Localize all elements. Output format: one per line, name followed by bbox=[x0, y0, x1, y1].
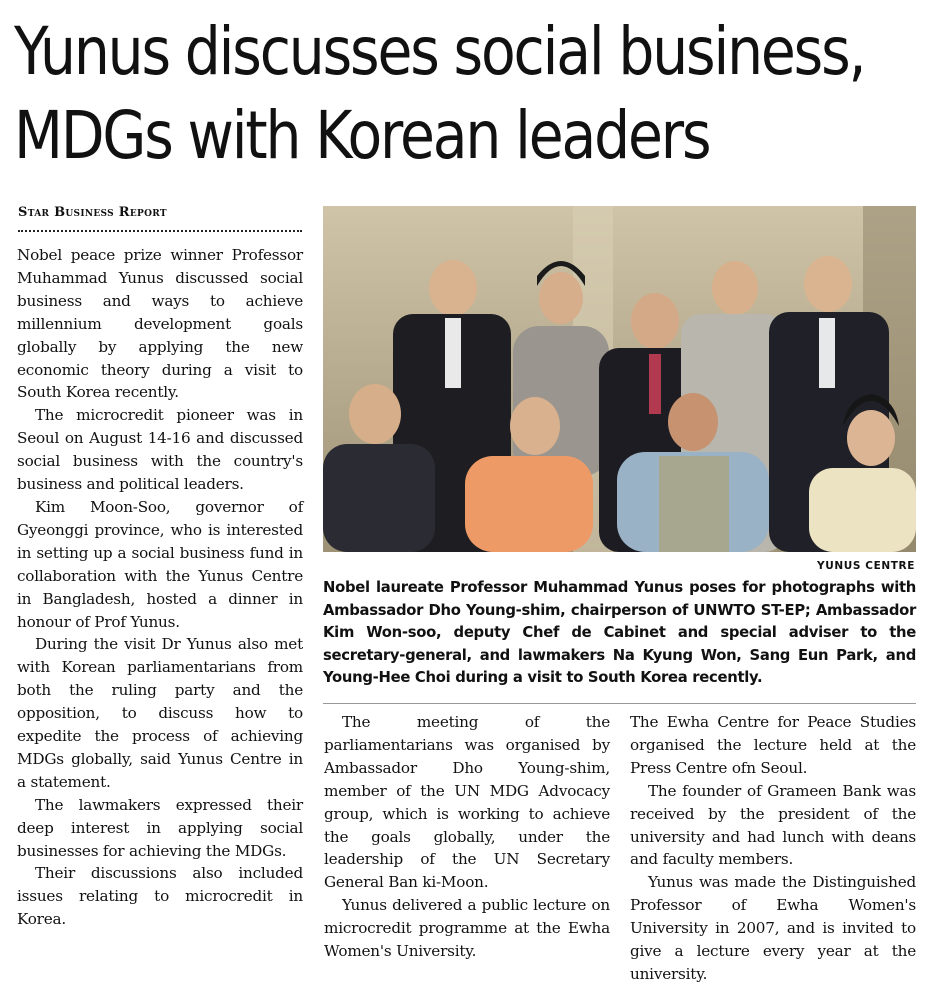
article-column-3 bbox=[630, 711, 916, 986]
paragraph: Yunus delivered a public lecture on microcredit programme at the Ewha Women's University. bbox=[324, 896, 610, 961]
paragraph: Yunus was made the Distinguished Professor of Ewha Women's University in 2007, and is invited to give a lecture every year at the university. bbox=[630, 873, 916, 983]
paragraph: The microcredit pioneer was in Seoul on August 14-16 and discussed social business with the country's business and political leaders. bbox=[17, 406, 303, 494]
paragraph: Nobel peace prize winner Professor Muhammad Yunus discussed social business and ways to achieve millennium development goals globally by applying the new economic theory during a visit to South Korea recently. bbox=[17, 246, 303, 402]
paragraph: The meeting of the parliamentarians was organised by Ambassador Dho Young-shim, member of the UN MDG Advocacy group, which is working to achieve the goals globally, under the leadership of the UN Secretary General Ban ki-Moon. bbox=[324, 713, 610, 892]
headline-line-2: MDGs with Korean leaders bbox=[14, 97, 710, 174]
byline-divider bbox=[18, 230, 302, 232]
photo-credit: YUNUS CENTRE bbox=[817, 560, 915, 572]
byline: Star Business Report bbox=[18, 205, 167, 220]
article-column-1 bbox=[17, 244, 303, 931]
paragraph: Their discussions also included issues relating to microcredit in Korea. bbox=[17, 864, 303, 929]
headline bbox=[14, 10, 865, 178]
paragraph: The founder of Grameen Bank was received by the president of the university and had lunch with deans and faculty members. bbox=[630, 781, 916, 869]
paragraph: Kim Moon-Soo, governor of Gyeonggi province, who is interested in setting up a social business fund in collaboration with the Yunus Centre in Bangladesh, hosted a dinner in honour of Prof Yunus. bbox=[17, 497, 303, 631]
article-column-2 bbox=[324, 711, 610, 963]
paragraph: During the visit Dr Yunus also met with Korean parliamentarians from both the ruling party and the opposition, to discuss how to expedite the process of achieving MDGs globally, said Yunus Centre in a statement. bbox=[17, 635, 303, 791]
group-photo bbox=[323, 206, 916, 552]
paragraph: The Ewha Centre for Peace Studies organised the lecture held at the Press Centre ofn Seoul. bbox=[630, 713, 916, 777]
photo-caption: Nobel laureate Professor Muhammad Yunus poses for photographs with Ambassador Dho Young-shim, chairperson of UNWTO ST-EP; Ambassador Kim Won-soo, deputy Chef de Cabinet and special adviser to the secretary-general, and lawmakers Na Kyung Won, Sang Eun Park, and Young-Hee Choi during a visit to South Korea recently. bbox=[323, 579, 916, 686]
paragraph: The lawmakers expressed their deep interest in applying social businesses for achieving the MDGs. bbox=[17, 795, 303, 860]
caption-divider bbox=[323, 703, 916, 704]
headline-line-1: Yunus discusses social business, bbox=[14, 13, 865, 90]
